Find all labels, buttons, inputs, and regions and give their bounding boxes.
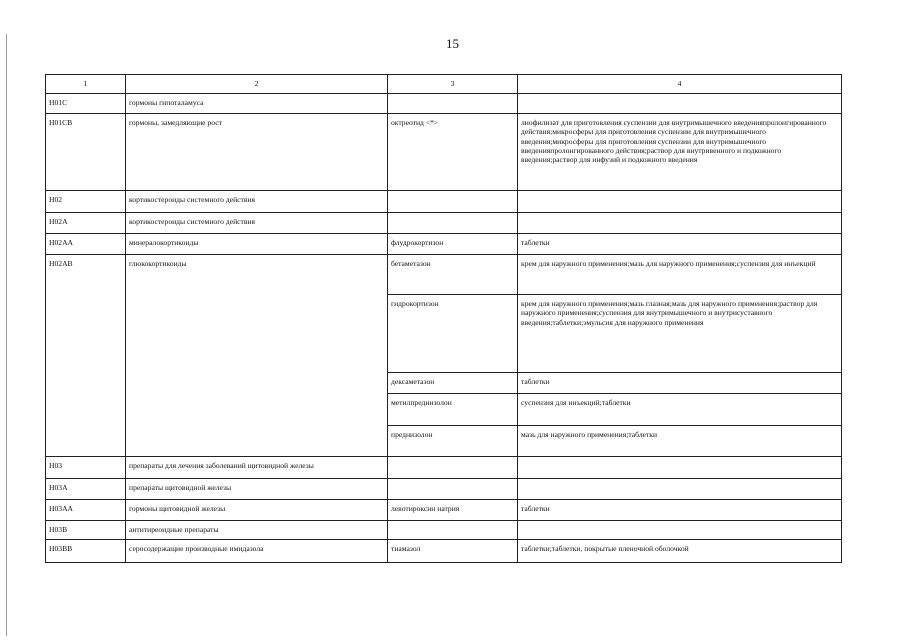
table-row xyxy=(46,213,842,234)
table-row xyxy=(46,191,842,213)
page-left-edge-rule xyxy=(6,34,7,636)
dosage-forms-cell xyxy=(518,213,842,234)
column-header: 3 xyxy=(388,75,518,94)
drug-name-cell: октреотид <*> xyxy=(388,114,518,191)
atc-code-cell: H01CB xyxy=(46,114,126,191)
table-row xyxy=(46,500,842,521)
dosage-form-line ln: таблетки xyxy=(521,504,550,513)
dosage-forms-cell xyxy=(518,295,842,373)
dosage-form-line ln: пролонгированного действия; xyxy=(550,145,647,155)
drug-name-cell: дексаметазон xyxy=(388,373,518,394)
page-number: 15 xyxy=(446,36,459,51)
drug-name-cell: преднизолон xyxy=(388,426,518,457)
dosage-form-line ln: пролонгированного действия; xyxy=(521,118,827,137)
dosage-forms-cell xyxy=(518,426,842,457)
dosage-forms-cell xyxy=(518,234,842,255)
group-name-cell: препараты для лечения заболеваний щитовидной железы xyxy=(126,457,388,479)
dosage-form-line ln: мазь глазная; xyxy=(629,299,672,308)
dosage-form-line ln: раствор для инфузий и подкожного введения xyxy=(552,155,698,165)
dosage-form-line ln: крем для наружного применения; xyxy=(521,259,630,268)
drug-name-cell xyxy=(388,191,518,213)
group-name-cell: гормоны гипоталамуса xyxy=(126,94,388,114)
drug-name-cell xyxy=(388,521,518,540)
drug-name-cell: бетаметазон xyxy=(388,255,518,295)
table-row xyxy=(46,479,842,500)
dosage-form-line ln: таблетки xyxy=(521,377,550,386)
dosage-form-line ln: суспензия для инъекций xyxy=(736,259,816,268)
group-name-cell: кортикостероиды системного действия xyxy=(126,213,388,234)
drug-name-cell: тиамазол xyxy=(388,540,518,563)
drug-name-cell xyxy=(388,479,518,500)
atc-code-cell: H03B xyxy=(46,521,126,540)
dosage-form-line ln: мазь для наружного применения; xyxy=(521,430,629,439)
dosage-forms-cell xyxy=(518,540,842,563)
atc-code-cell: H02AA xyxy=(46,234,126,255)
drug-name-cell xyxy=(388,94,518,114)
atc-code-cell: H01C xyxy=(46,94,126,114)
group-name-cell: гормоны щитовидной железы xyxy=(126,500,388,521)
column-header: 2 xyxy=(126,75,388,94)
group-name-cell: антитиреоидные препараты xyxy=(126,521,388,540)
dosage-form-line ln: мазь для наружного применения; xyxy=(629,259,737,268)
dosage-forms-cell xyxy=(518,394,842,426)
drug-name-cell: флудрокортизон xyxy=(388,234,518,255)
dosage-form-line ln: таблетки xyxy=(628,430,658,439)
atc-code-cell: H03BB xyxy=(46,540,126,563)
dosage-forms-cell xyxy=(518,114,842,191)
dosage-forms-cell xyxy=(518,94,842,114)
group-name-cell: препараты щитовидной железы xyxy=(126,479,388,500)
dosage-form-line ln: эмульсия для наружного применения xyxy=(583,317,704,327)
dosage-form-line ln: микросферы для приготовления суспензии для внутримышечного введения; xyxy=(521,127,766,146)
table-row xyxy=(46,457,842,479)
table-row xyxy=(46,94,842,114)
group-name-cell: кортикостероиды системного действия xyxy=(126,191,388,213)
atc-code-cell: H02A xyxy=(46,213,126,234)
dosage-form-line ln: таблетки xyxy=(521,238,550,247)
drug-classification-table xyxy=(45,74,842,563)
atc-code-cell: H03A xyxy=(46,479,126,500)
atc-code-cell: H02 xyxy=(46,191,126,213)
dosage-form-line ln: микросферы для приготовления суспензии для внутримышечного введения xyxy=(521,136,767,155)
dosage-form-line ln: лиофилизат для приготовления суспензии для внутримышечного введения xyxy=(521,118,763,127)
drug-name-cell: левотироксин натрия xyxy=(388,500,518,521)
table-row xyxy=(46,521,842,540)
dosage-form-line ln: раствор для наружного применения; xyxy=(521,299,818,318)
dosage-form-line ln: крем для наружного применения; xyxy=(521,299,630,308)
column-header: 4 xyxy=(518,75,842,94)
atc-code-cell: H02AB xyxy=(46,255,126,457)
dosage-forms-cell xyxy=(518,457,842,479)
drug-name-cell xyxy=(388,213,518,234)
drug-name-cell xyxy=(388,457,518,479)
atc-code-cell: H03 xyxy=(46,457,126,479)
dosage-forms-cell xyxy=(518,255,842,295)
dosage-form-line ln: таблетки; xyxy=(521,544,552,553)
column-header: 1 xyxy=(46,75,126,94)
group-name-cell: гормоны, замедляющие рост xyxy=(126,114,388,191)
group-name-cell: глюкокортикоиды xyxy=(126,255,388,457)
dosage-forms-cell xyxy=(518,191,842,213)
dosage-form-line ln: таблетки; xyxy=(552,317,584,327)
group-name-cell: минералокортикоиды xyxy=(126,234,388,255)
group-name-cell: серосодержащие производные имидазола xyxy=(126,540,388,563)
drug-name-cell: метилпреднизолон xyxy=(388,394,518,426)
dosage-forms-cell xyxy=(518,479,842,500)
table-header-row xyxy=(46,75,842,94)
table-row xyxy=(46,540,842,563)
drug-name-cell: гидрокортизон xyxy=(388,295,518,373)
dosage-form-line ln: суспензия для инъекций; xyxy=(521,398,602,407)
table-row xyxy=(46,114,842,191)
atc-code-cell: H03AA xyxy=(46,500,126,521)
dosage-form-line ln: таблетки xyxy=(601,398,631,407)
dosage-forms-cell xyxy=(518,373,842,394)
table-row xyxy=(46,234,842,255)
dosage-form-line ln: таблетки, покрытые пленочной оболочкой xyxy=(551,544,689,553)
dosage-form-line ln: раствор для внутривенного и подкожного введения; xyxy=(521,145,782,165)
table-row xyxy=(46,255,842,295)
dosage-form-line ln: мазь для наружного применения; xyxy=(671,299,780,308)
dosage-form-line ln: суспензия для внутримышечного и внутрисуставного введения; xyxy=(521,308,773,327)
dosage-forms-cell xyxy=(518,521,842,540)
dosage-forms-cell xyxy=(518,500,842,521)
